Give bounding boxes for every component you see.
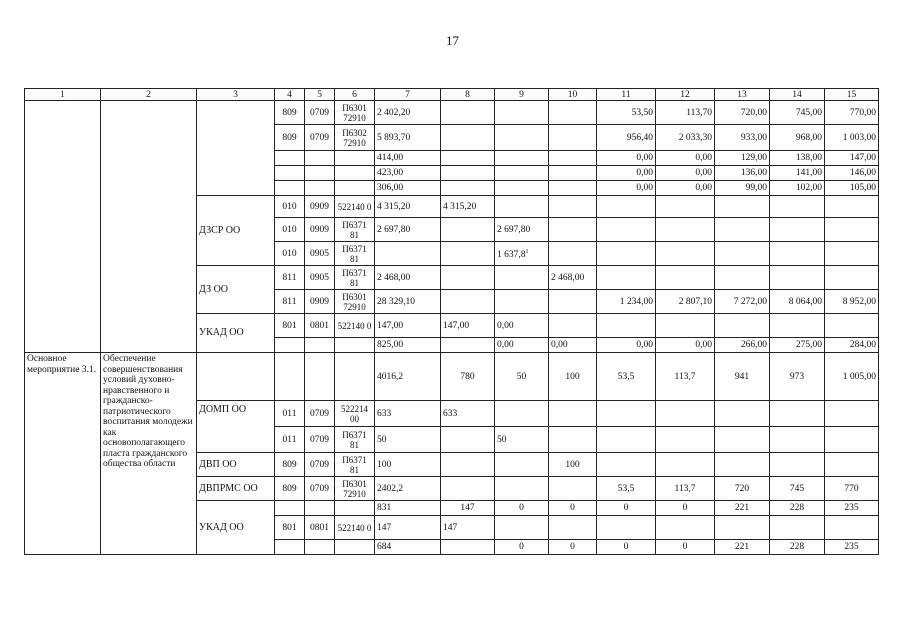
cell-col13 xyxy=(715,218,770,242)
cell-total: 147 xyxy=(375,516,441,540)
cell-col11: 956,40 xyxy=(597,125,656,151)
cell-col11: 1 234,00 xyxy=(597,290,656,314)
cell-col9 xyxy=(495,125,549,151)
cell-col8 xyxy=(441,477,495,501)
cell-section: 0801 xyxy=(305,314,335,338)
cell-total: 414,00 xyxy=(375,151,441,166)
cell-col8 xyxy=(441,151,495,166)
cell-col13: 266,00 xyxy=(715,338,770,353)
cell-org: УКАД ОО xyxy=(197,314,275,353)
cell-col15 xyxy=(825,314,879,338)
cell-col13 xyxy=(715,516,770,540)
cell-org: ДВП ОО xyxy=(197,453,275,477)
cell-col10 xyxy=(549,427,597,453)
cell-col15 xyxy=(825,242,879,266)
cell-col11 xyxy=(597,427,656,453)
cell-col10 xyxy=(549,290,597,314)
cell-section: 0709 xyxy=(305,453,335,477)
cell-col8: 147 xyxy=(441,501,495,516)
cell-col12: 113,7 xyxy=(656,477,715,501)
cell-section xyxy=(305,151,335,166)
cell-grbs: 011 xyxy=(275,427,305,453)
cell-grbs: 811 xyxy=(275,290,305,314)
cell-col9-value: 1 637,8 xyxy=(497,250,526,261)
cell-col11 xyxy=(597,196,656,218)
header-cell: 9 xyxy=(495,89,549,101)
cell-col12: 2 807,10 xyxy=(656,290,715,314)
cell-grbs: 809 xyxy=(275,477,305,501)
cell-col10: 2 468,00 xyxy=(549,266,597,290)
cell-target-code: П6371 81 xyxy=(335,218,375,242)
page-number: 17 xyxy=(446,33,459,48)
cell-col11 xyxy=(597,314,656,338)
cell-col12 xyxy=(656,453,715,477)
cell-total: 50 xyxy=(375,427,441,453)
table-row xyxy=(25,101,879,125)
header-cell: 1 xyxy=(25,89,101,101)
cell-col15: 147,00 xyxy=(825,151,879,166)
cell-grbs xyxy=(275,540,305,555)
cell-col11: 0,00 xyxy=(597,166,656,181)
cell-col8: 147,00 xyxy=(441,314,495,338)
measure-name: Основное мероприятие 3.1. xyxy=(25,353,101,555)
cell-section: 0905 xyxy=(305,242,335,266)
cell-col9 xyxy=(495,101,549,125)
cell-col13: 136,00 xyxy=(715,166,770,181)
cell-total: 4 315,20 xyxy=(375,196,441,218)
cell-col15 xyxy=(825,516,879,540)
cell-col9 xyxy=(495,516,549,540)
cell-section: 0709 xyxy=(305,477,335,501)
cell-col2 xyxy=(101,101,197,353)
cell-col9 xyxy=(495,477,549,501)
cell-col10: 100 xyxy=(549,453,597,477)
cell-grbs: 811 xyxy=(275,266,305,290)
cell-col12 xyxy=(656,218,715,242)
cell-col14: 275,00 xyxy=(770,338,825,353)
cell-col11 xyxy=(597,516,656,540)
cell-col12: 0,00 xyxy=(656,151,715,166)
cell-grbs xyxy=(275,338,305,353)
cell-col8 xyxy=(441,427,495,453)
cell-col9 xyxy=(495,453,549,477)
cell-col11: 0 xyxy=(597,540,656,555)
cell-col14: 138,00 xyxy=(770,151,825,166)
cell-col8 xyxy=(441,338,495,353)
cell-section: 0709 xyxy=(305,401,335,427)
cell-section xyxy=(305,540,335,555)
cell-col13: 7 272,00 xyxy=(715,290,770,314)
cell-col14 xyxy=(770,242,825,266)
cell-col15 xyxy=(825,427,879,453)
cell-section xyxy=(305,501,335,516)
cell-col14: 973 xyxy=(770,353,825,401)
cell-total: 4016,2 xyxy=(375,353,441,401)
header-cell: 7 xyxy=(375,89,441,101)
cell-target-code xyxy=(335,353,375,401)
header-cell: 8 xyxy=(441,89,495,101)
cell-total: 2402,2 xyxy=(375,477,441,501)
cell-col12 xyxy=(656,196,715,218)
cell-total: 831 xyxy=(375,501,441,516)
cell-col10 xyxy=(549,242,597,266)
header-cell: 14 xyxy=(770,89,825,101)
header-cell: 12 xyxy=(656,89,715,101)
cell-col15 xyxy=(825,218,879,242)
cell-col11: 0 xyxy=(597,501,656,516)
cell-col12: 0 xyxy=(656,501,715,516)
cell-section: 0709 xyxy=(305,101,335,125)
cell-col10 xyxy=(549,516,597,540)
cell-col15: 770 xyxy=(825,477,879,501)
cell-col13: 720,00 xyxy=(715,101,770,125)
cell-col12 xyxy=(656,401,715,427)
cell-total xyxy=(375,242,441,266)
cell-col10: 0 xyxy=(549,501,597,516)
cell-col14: 228 xyxy=(770,540,825,555)
cell-col13 xyxy=(715,266,770,290)
cell-col15 xyxy=(825,401,879,427)
cell-col9 xyxy=(495,196,549,218)
cell-col12 xyxy=(656,242,715,266)
cell-section: 0801 xyxy=(305,516,335,540)
cell-col12: 113,7 xyxy=(656,353,715,401)
cell-grbs: 011 xyxy=(275,401,305,427)
cell-col15: 770,00 xyxy=(825,101,879,125)
cell-col14 xyxy=(770,401,825,427)
cell-col9 xyxy=(495,181,549,196)
cell-total: 5 893,70 xyxy=(375,125,441,151)
cell-col11 xyxy=(597,242,656,266)
cell-col15: 8 952,00 xyxy=(825,290,879,314)
cell-grbs xyxy=(275,166,305,181)
cell-grbs: 010 xyxy=(275,218,305,242)
cell-grbs: 809 xyxy=(275,453,305,477)
cell-col13 xyxy=(715,427,770,453)
cell-col10: 0 xyxy=(549,540,597,555)
cell-total: 633 xyxy=(375,401,441,427)
cell-grbs: 809 xyxy=(275,125,305,151)
cell-col8 xyxy=(441,166,495,181)
cell-section: 0909 xyxy=(305,218,335,242)
cell-col8: 780 xyxy=(441,353,495,401)
cell-col9 xyxy=(495,151,549,166)
cell-col10 xyxy=(549,166,597,181)
cell-col11 xyxy=(597,266,656,290)
cell-grbs: 801 xyxy=(275,516,305,540)
cell-col11: 0,00 xyxy=(597,338,656,353)
cell-col8 xyxy=(441,290,495,314)
cell-col8 xyxy=(441,540,495,555)
cell-col10 xyxy=(549,101,597,125)
cell-target-code: П6371 81 xyxy=(335,427,375,453)
cell-target-code xyxy=(335,501,375,516)
cell-total: 684 xyxy=(375,540,441,555)
cell-col13 xyxy=(715,196,770,218)
cell-col10: 0,00 xyxy=(549,338,597,353)
cell-col15: 235 xyxy=(825,501,879,516)
cell-target-code: П6371 81 xyxy=(335,266,375,290)
cell-col11: 0,00 xyxy=(597,151,656,166)
cell-total: 2 468,00 xyxy=(375,266,441,290)
cell-col14 xyxy=(770,218,825,242)
cell-col8 xyxy=(441,125,495,151)
cell-col9: 0 xyxy=(495,540,549,555)
cell-section: 0909 xyxy=(305,196,335,218)
cell-section: 0905 xyxy=(305,266,335,290)
cell-col8: 633 xyxy=(441,401,495,427)
cell-org: УКАД ОО xyxy=(197,501,275,555)
cell-grbs: 010 xyxy=(275,196,305,218)
cell-col13: 129,00 xyxy=(715,151,770,166)
cell-col13: 221 xyxy=(715,540,770,555)
cell-org: ДЗСР ОО xyxy=(197,196,275,266)
cell-col9: 50 xyxy=(495,427,549,453)
cell-col14 xyxy=(770,516,825,540)
cell-target-code xyxy=(335,181,375,196)
cell-target-code: П6301 72910 xyxy=(335,477,375,501)
cell-col12: 2 033,30 xyxy=(656,125,715,151)
cell-col11 xyxy=(597,218,656,242)
cell-grbs xyxy=(275,181,305,196)
cell-col10 xyxy=(549,314,597,338)
cell-col10 xyxy=(549,401,597,427)
cell-col12 xyxy=(656,314,715,338)
cell-target-code: 522140 0 xyxy=(335,196,375,218)
cell-col13: 99,00 xyxy=(715,181,770,196)
measure-description: Обеспечение совершенствования условий духовно-нравственного и гражданско-патриотического воспитания молодежи как основополагающего пласта гражданского общества области xyxy=(101,353,197,555)
cell-col9 xyxy=(495,401,549,427)
cell-col13 xyxy=(715,453,770,477)
cell-col15 xyxy=(825,196,879,218)
cell-section: 0909 xyxy=(305,290,335,314)
cell-col8 xyxy=(441,453,495,477)
cell-col13 xyxy=(715,401,770,427)
header-cell: 13 xyxy=(715,89,770,101)
cell-col12: 0,00 xyxy=(656,181,715,196)
cell-section: 0709 xyxy=(305,125,335,151)
cell-col14: 8 064,00 xyxy=(770,290,825,314)
cell-col9 xyxy=(495,242,549,266)
cell-section xyxy=(305,353,335,401)
budget-table xyxy=(24,88,879,555)
footnote-mark: 1 xyxy=(525,248,529,255)
cell-grbs xyxy=(275,353,305,401)
cell-col15 xyxy=(825,453,879,477)
cell-target-code xyxy=(335,338,375,353)
cell-col14: 745 xyxy=(770,477,825,501)
header-row xyxy=(25,89,879,101)
cell-target-code xyxy=(335,540,375,555)
cell-col14 xyxy=(770,266,825,290)
cell-col15: 1 003,00 xyxy=(825,125,879,151)
cell-col8 xyxy=(441,101,495,125)
cell-org: ДОМП ОО xyxy=(197,401,275,453)
cell-col8: 4 315,20 xyxy=(441,196,495,218)
cell-col1 xyxy=(25,101,101,353)
cell-col15: 284,00 xyxy=(825,338,879,353)
cell-col9: 0 xyxy=(495,501,549,516)
cell-col11: 53,5 xyxy=(597,477,656,501)
header-cell: 2 xyxy=(101,89,197,101)
cell-col14: 968,00 xyxy=(770,125,825,151)
header-cell: 15 xyxy=(825,89,879,101)
cell-org: ДВПРМС ОО xyxy=(197,477,275,501)
cell-col13: 933,00 xyxy=(715,125,770,151)
cell-col14 xyxy=(770,427,825,453)
cell-target-code: 522214 00 xyxy=(335,401,375,427)
cell-col11 xyxy=(597,453,656,477)
cell-col13 xyxy=(715,242,770,266)
cell-col3 xyxy=(197,101,275,196)
cell-grbs: 801 xyxy=(275,314,305,338)
cell-col10: 100 xyxy=(549,353,597,401)
cell-grbs xyxy=(275,151,305,166)
cell-total: 825,00 xyxy=(375,338,441,353)
cell-col14 xyxy=(770,314,825,338)
cell-target-code xyxy=(335,151,375,166)
cell-target-code: П6301 72910 xyxy=(335,101,375,125)
cell-col8 xyxy=(441,218,495,242)
cell-col11: 53,5 xyxy=(597,353,656,401)
cell-total: 2 697,80 xyxy=(375,218,441,242)
cell-total: 100 xyxy=(375,453,441,477)
cell-col13 xyxy=(715,314,770,338)
cell-col12: 0 xyxy=(656,540,715,555)
cell-grbs: 010 xyxy=(275,242,305,266)
cell-col9 xyxy=(495,266,549,290)
cell-col14: 228 xyxy=(770,501,825,516)
cell-col14: 102,00 xyxy=(770,181,825,196)
cell-col15: 235 xyxy=(825,540,879,555)
cell-col10 xyxy=(549,477,597,501)
cell-col9: 0,00 xyxy=(495,314,549,338)
cell-org: ДЗ ОО xyxy=(197,266,275,314)
cell-target-code xyxy=(335,166,375,181)
cell-col9: 2 697,80 xyxy=(495,218,549,242)
cell-section: 0709 xyxy=(305,427,335,453)
cell-col12: 0,00 xyxy=(656,338,715,353)
cell-col3 xyxy=(197,353,275,401)
cell-target-code: П6301 72910 xyxy=(335,290,375,314)
cell-col14 xyxy=(770,196,825,218)
cell-col13: 221 xyxy=(715,501,770,516)
header-cell: 11 xyxy=(597,89,656,101)
cell-col8 xyxy=(441,266,495,290)
cell-col9 xyxy=(495,290,549,314)
cell-col14 xyxy=(770,453,825,477)
cell-col10 xyxy=(549,151,597,166)
cell-total: 423,00 xyxy=(375,166,441,181)
header-cell: 10 xyxy=(549,89,597,101)
cell-col14: 745,00 xyxy=(770,101,825,125)
cell-col10 xyxy=(549,218,597,242)
cell-col15 xyxy=(825,266,879,290)
cell-col9: 50 xyxy=(495,353,549,401)
cell-col9 xyxy=(495,166,549,181)
cell-col12 xyxy=(656,516,715,540)
cell-target-code: П6302 72910 xyxy=(335,125,375,151)
cell-col13: 720 xyxy=(715,477,770,501)
cell-col15: 146,00 xyxy=(825,166,879,181)
cell-section xyxy=(305,181,335,196)
cell-target-code: П6371 81 xyxy=(335,242,375,266)
header-cell: 3 xyxy=(197,89,275,101)
cell-col8: 147 xyxy=(441,516,495,540)
cell-col14: 141,00 xyxy=(770,166,825,181)
cell-target-code: 522140 0 xyxy=(335,516,375,540)
cell-col13: 941 xyxy=(715,353,770,401)
cell-col10 xyxy=(549,125,597,151)
cell-total: 2 402,20 xyxy=(375,101,441,125)
header-cell: 5 xyxy=(305,89,335,101)
cell-col12: 0,00 xyxy=(656,166,715,181)
table-row xyxy=(25,353,879,401)
cell-col8 xyxy=(441,242,495,266)
cell-col11: 0,00 xyxy=(597,181,656,196)
cell-col10 xyxy=(549,181,597,196)
cell-section xyxy=(305,166,335,181)
cell-col8 xyxy=(441,181,495,196)
cell-section xyxy=(305,338,335,353)
cell-col10 xyxy=(549,196,597,218)
cell-target-code: 522140 0 xyxy=(335,314,375,338)
cell-total: 28 329,10 xyxy=(375,290,441,314)
header-cell: 6 xyxy=(335,89,375,101)
cell-grbs xyxy=(275,501,305,516)
cell-total: 306,00 xyxy=(375,181,441,196)
cell-col11 xyxy=(597,401,656,427)
cell-total: 147,00 xyxy=(375,314,441,338)
header-cell: 4 xyxy=(275,89,305,101)
cell-col12 xyxy=(656,427,715,453)
cell-col12 xyxy=(656,266,715,290)
cell-col15: 105,00 xyxy=(825,181,879,196)
cell-target-code: П6371 81 xyxy=(335,453,375,477)
cell-col15: 1 005,00 xyxy=(825,353,879,401)
cell-col9: 0,00 xyxy=(495,338,549,353)
cell-grbs: 809 xyxy=(275,101,305,125)
cell-col11: 53,50 xyxy=(597,101,656,125)
cell-col12: 113,70 xyxy=(656,101,715,125)
